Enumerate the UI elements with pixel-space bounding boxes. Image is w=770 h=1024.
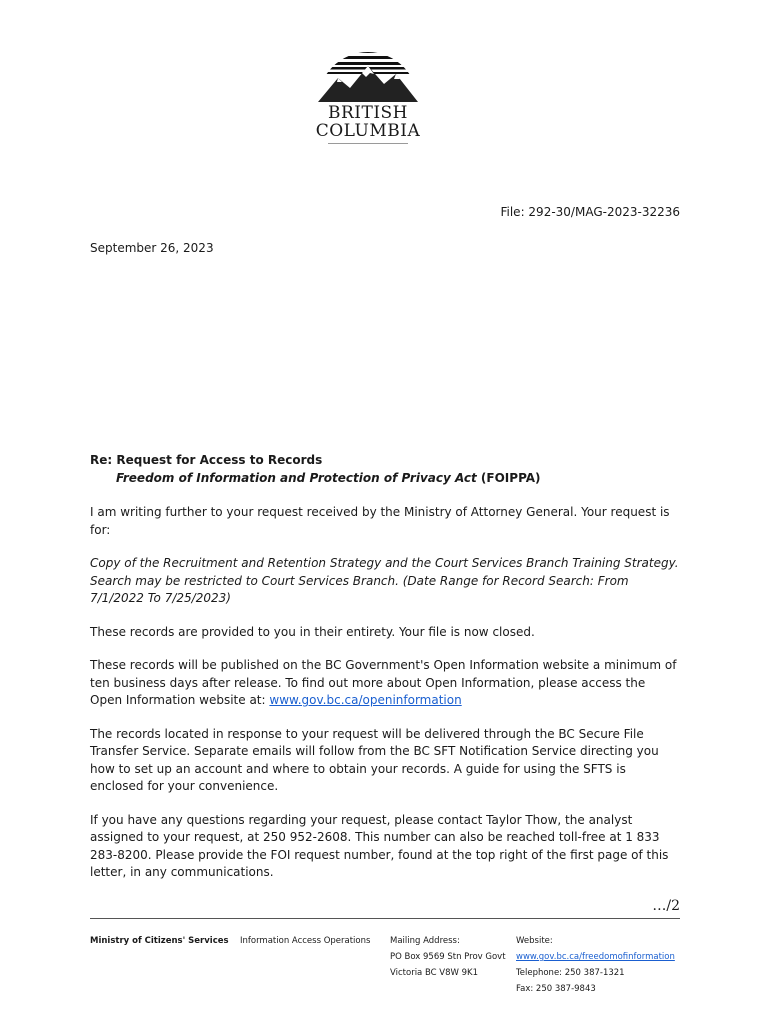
website-label: Website: <box>516 936 553 946</box>
paragraph-sfts-delivery: The records located in response to your request will be delivered through the BC Secure File Transfer Service. Separate emails will follow from the BC SFT Notification Service directing you how to set up an account and where to obtain your records. A guide for using the SFTS is enclosed for your convenience. <box>90 726 659 793</box>
sun-mountain-emblem-icon <box>312 44 424 106</box>
website-link[interactable]: www.gov.bc.ca/freedomofinformation <box>516 952 675 962</box>
wordmark-line-british: BRITISH <box>327 103 409 123</box>
telephone-number: Telephone: 250 387-1321 <box>516 968 625 978</box>
mailing-address-line1: PO Box 9569 Stn Prov Govt <box>390 952 506 962</box>
page-continuation: …/2 <box>652 898 680 914</box>
paragraph-open-information <box>90 657 680 710</box>
act-name: Freedom of Information and Protection of Privacy Act <box>116 470 477 485</box>
file-reference: File: 292-30/MAG-2023-32236 <box>500 205 680 219</box>
wordmark-line-columbia: COLUMBIA <box>315 121 421 141</box>
footer-divider <box>90 918 680 919</box>
paragraph-records-provided: These records are provided to you in their entirety. Your file is now closed. <box>90 624 535 639</box>
letter-body <box>90 452 680 898</box>
paragraph-contact: If you have any questions regarding your request, please contact Taylor Thow, the analyst assigned to your request, at 250 952-2608. This number can also be reached toll-free at 1 833 283-8200. Please provide the FOI request number, found at the top right of the first page of this letter, in any communications. <box>90 812 669 879</box>
request-description: Copy of the Recruitment and Retention Strategy and the Court Services Branch Training Strategy. Search may be restricted to Court Services Branch. (Date Range for Record Search: From 7/1/2022 To 7/25/2023) <box>90 556 679 605</box>
open-information-link[interactable]: www.gov.bc.ca/openinformation <box>269 693 462 707</box>
mailing-address-line2: Victoria BC V8W 9K1 <box>390 968 479 978</box>
letter-date: September 26, 2023 <box>90 241 214 255</box>
subject-act-line <box>90 470 680 488</box>
act-abbreviation: (FOIPPA) <box>476 470 541 485</box>
logo-divider <box>328 143 408 144</box>
paragraph-intro: I am writing further to your request received by the Ministry of Attorney General. Your request is for: <box>90 505 670 537</box>
footer-branch: Information Access Operations <box>240 936 371 946</box>
footer-mailing-address <box>390 933 506 981</box>
fax-number: Fax: 250 387-9843 <box>516 984 596 994</box>
footer-ministry: Ministry of Citizens' Services <box>90 936 229 946</box>
mailing-address-label: Mailing Address: <box>390 936 460 946</box>
bc-wordmark <box>304 104 432 140</box>
open-information-text: These records will be published on the BC Government's Open Information website a minimum of ten business days after release. To find out more about Open Information, please access the Open Information website at: <box>90 658 677 707</box>
footer-website-contact <box>516 933 675 997</box>
subject-block <box>90 452 680 487</box>
subject-line: Re: Request for Access to Records <box>90 453 323 467</box>
